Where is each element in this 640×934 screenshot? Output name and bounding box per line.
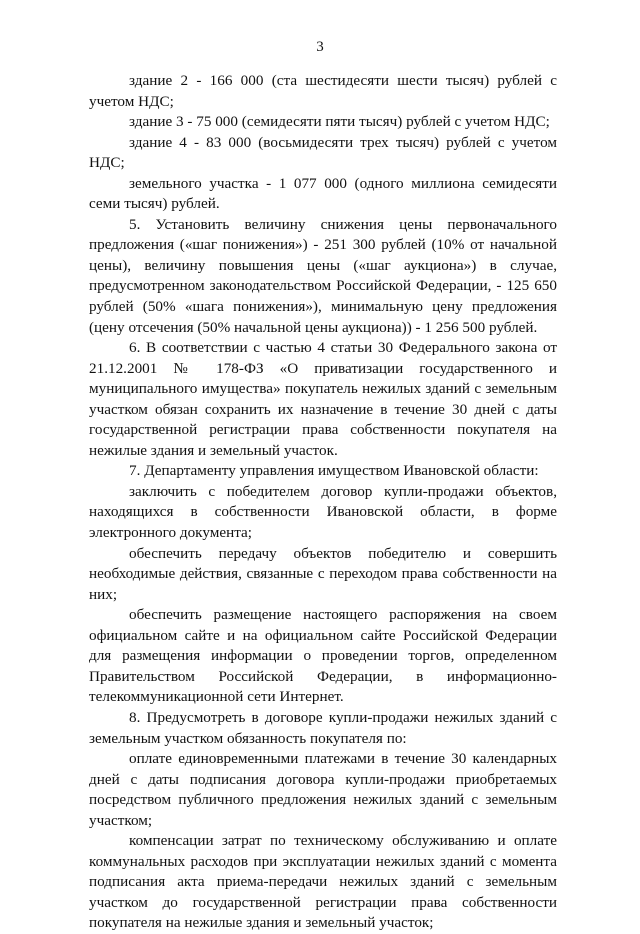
paragraph-item-5: 5. Установить величину снижения цены первоначального предложения («шаг понижения») - 251 300 рублей (10% от начальной цены), величину повышения цены («шаг аукциона») в случае, предусмотренном законодательством Российской Федерации, - 125 650 рублей (50% «шага понижения»), минимальную цену предложения (цену отсечения (50% начальной цены аукциона)) - 1 256 500 рублей. [89,215,557,336]
paragraph-item-7-publication: обеспечить размещение настоящего распоряжения на своем официальном сайте и на официальном сайте Российской Федерации для размещения информации о проведении торгов, определенном Правительством Российской Федерации, в информационно-телекоммуникационной сети Интернет. [89,606,557,706]
paragraph-item-7-contract: заключить с победителем договор купли-продажи объектов, находящихся в собственности Ивановской области, в форме электронного документа; [89,482,557,542]
paragraph-item-8: 8. Предусмотреть в договоре купли-продажи нежилых зданий с земельным участком обязанность покупателя по: [89,708,557,747]
paragraph-item-8-compensation: компенсации затрат по техническому обслуживанию и оплате коммунальных расходов при эксплуатации нежилых зданий с момента подписания акта приема-передачи нежилых зданий с земельным участком до государственной регистрации права собственности покупателя на нежилые здания и земельный участок; [89,832,557,932]
paragraph-item-8-payment: оплате единовременными платежами в течение 30 календарных дней с даты подписания договора купли-продажи приобретаемых посредством публичного предложения нежилых зданий с земельным участком; [89,750,557,829]
document-body [89,71,557,934]
paragraph-building-2-price: здание 2 - 166 000 (ста шестидесяти шести тысяч) рублей с учетом НДС; [89,72,557,110]
paragraph-item-7: 7. Департаменту управления имуществом Ивановской области: [129,462,539,480]
page-number: 3 [316,39,324,55]
paragraph-item-7-transfer: обеспечить передачу объектов победителю и совершить необходимые действия, связанные с переходом права собственности на них; [89,544,557,603]
paragraph-building-4-price: здание 4 - 83 000 (восьмидесяти трех тысяч) рублей с учетом НДС; [89,133,557,172]
paragraph-item-6: 6. В соответствии с частью 4 статьи 30 Федерального закона от 21.12.2001 № 178-ФЗ «О приватизации государственного и муниципального имущества» покупатель нежилых зданий с земельным участком обязан сохранить их назначение в течение 30 дней с даты государственной регистрации права собственности покупателя на нежилые здания и земельный участок. [89,339,557,459]
paragraph-land-plot-price: земельного участка - 1 077 000 (одного миллиона семидесяти семи тысяч) рублей. [89,174,557,213]
paragraph-building-3-price: здание 3 - 75 000 (семидесяти пяти тысяч) рублей с учетом НДС; [129,113,550,131]
